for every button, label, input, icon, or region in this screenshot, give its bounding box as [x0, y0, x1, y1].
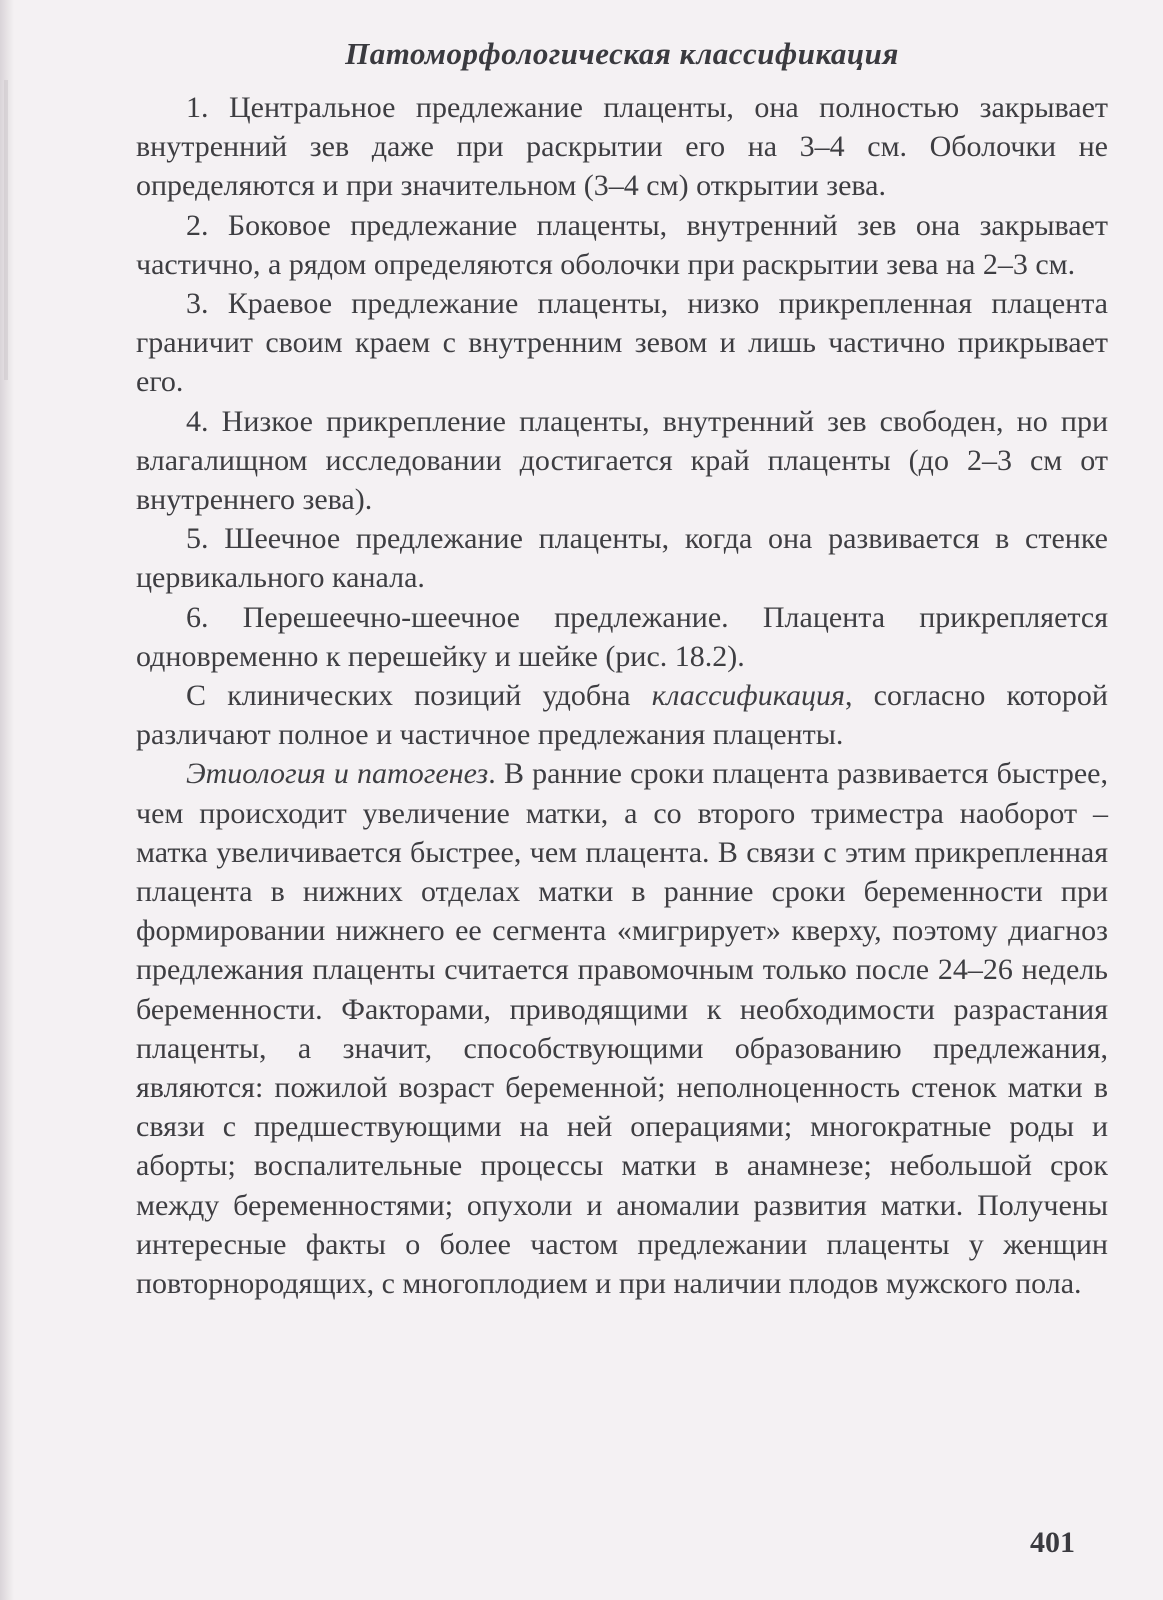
classification-item-5: 5. Шеечное предлежание плаценты, когда она развивается в стенке цервикального канала. [136, 522, 1108, 595]
section-heading: Патоморфологическая классификация [345, 36, 899, 71]
classification-item-3: 3. Краевое предлежание плаценты, низко прикрепленная плацента граничит своим краем с внутренним зевом и лишь частично прикрывает его. [136, 287, 1108, 399]
classification-item-6: 6. Перешеечно-шеечное предлежание. Плацента прикрепляется одновременно к перешейку и шейке (рис. 18.2). [136, 600, 1108, 673]
clinical-classification-paragraph [136, 676, 1108, 754]
page-number: 401 [1030, 1526, 1075, 1559]
classification-item-1: 1. Центральное предлежание плаценты, она полностью закрывает внутренний зев даже при раскрытии его на 3–4 см. Оболочки не определяются и при значительном (3–4 см) открытии зева. [136, 91, 1108, 203]
classification-item-2: 2. Боковое предлежание плаценты, внутренний зев она закрывает частично, а рядом определяются оболочки при раскрытии зева на 2–3 см. [136, 208, 1108, 281]
binding-shadow [4, 80, 8, 380]
book-page [136, 34, 1108, 1303]
clinical-italic-term: классификация [651, 679, 845, 713]
clinical-text-start: С клинических позиций удобна [186, 679, 652, 713]
etiology-italic-heading: Этиология и патогенез [186, 757, 489, 791]
classification-item-4: 4. Низкое прикрепление плаценты, внутренний зев свободен, но при влагалищном исследовании достигается край плаценты (до 2–3 см от внутреннего зева). [136, 404, 1108, 517]
etiology-text: . В ранние сроки плацента развивается быстрее, чем происходит увеличение матки, а со второго триместра наоборот – матка увеличивается быстрее, чем плацента. В связи с этим прикрепленная плацента в нижних отделах матки в ранние сроки беременности при формировании нижнего ее сегмента «мигрирует» кверху, поэтому диагноз предлежания плаценты считается правомочным только после 24–26 недель беременности. Факторами, приводящими к необходимости разрастания плаценты, а значит, способствующими образованию предлежания, являются: пожилой возраст беременной; неполноценность стенок матки в связи с предшествующими на ней операциями; многократные роды и аборты; воспалительные процессы матки в анамнезе; небольшой срок между беременностями; опухоли и аномалии развития матки. Получены интересные факты о более частом предлежании плаценты у женщин повторнородящих, с многоплодием и при наличии плодов мужского пола. [136, 757, 1108, 1301]
clinical-text-end: , согласно которой различают полное и частичное предлежания плаценты. [136, 679, 1108, 752]
etiology-paragraph [136, 754, 1108, 1303]
